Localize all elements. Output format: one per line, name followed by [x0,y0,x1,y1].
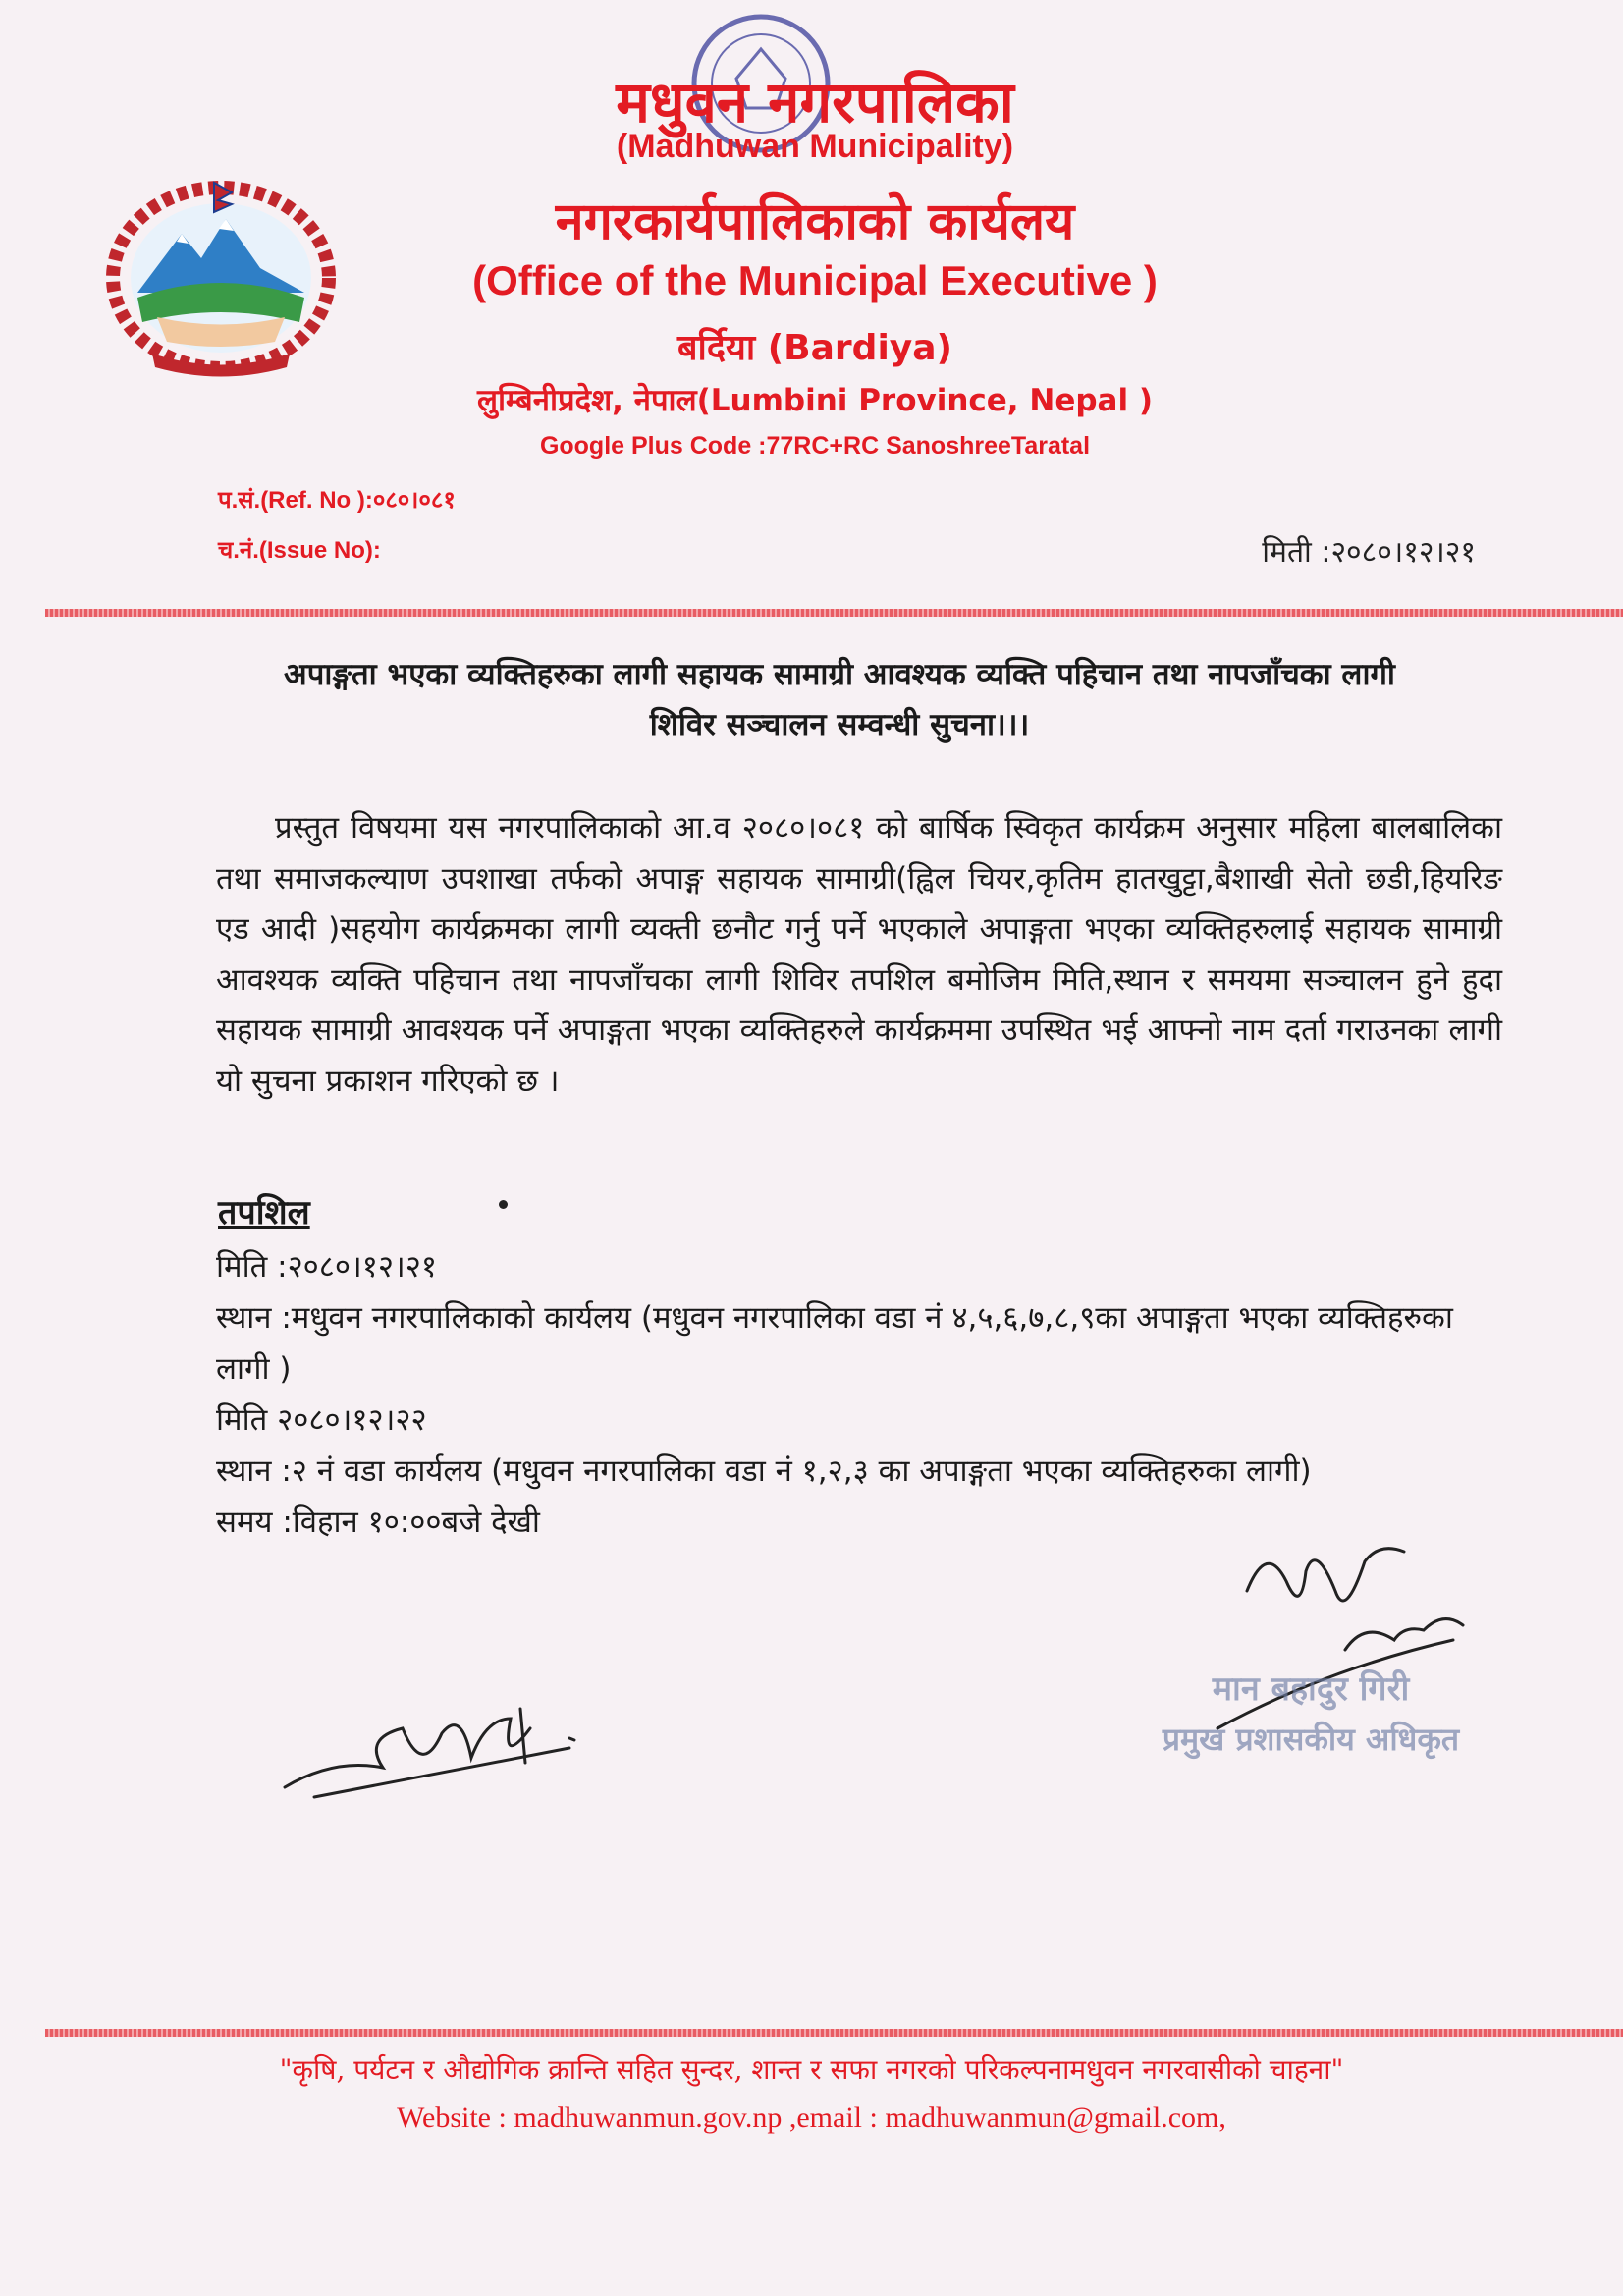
municipality-name-nepali: मधुवन नगरपालिका [616,69,1014,136]
footer-contact: Website : madhuwanmun.gov.np ,email : madhuwanmun@gmail.com, [397,2102,1226,2134]
schedule-place-1: स्थान :मधुवन नगरपालिकाको कार्यलय (मधुवन नगरपालिका वडा नं ४,५,६,७,८,९का अपाङ्गता भएका व्यक्तिहरुका लागी ) [216,1300,1453,1387]
official-name: मान बहादुर गिरी [1212,1669,1410,1709]
schedule-place-2: स्थान :२ नं वडा कार्यलय (मधुवन नगरपालिका वडा नं १,२,३ का अपाङ्गता भएका व्यक्तिहरुका लागी) [216,1453,1312,1489]
bullet-dot [499,1200,508,1209]
subject-line-1: अपाङ्गता भएका व्यक्तिहरुका लागी सहायक सामाग्री आवश्यक व्यक्ति पहिचान तथा नापजाँचका लागी [284,657,1395,692]
schedule-date-1: मिति :२०८०।१२।२१ [216,1249,438,1285]
left-signature [275,1689,589,1817]
footer-divider [45,2029,1623,2037]
office-name-english: (Office of the Municipal Executive ) [472,257,1158,303]
header-divider [45,609,1623,617]
official-name-stamp [1105,1665,1517,1760]
nepal-emblem-icon [98,175,344,381]
schedule-date-2: मिति २०८०।१२।२२ [216,1402,427,1438]
reference-number: प.सं.(Ref. No ):०८०।०८१ [218,487,456,514]
schedule-heading: तपशिल [218,1193,310,1232]
footer-motto: "कृषि, पर्यटन र औद्योगिक क्रान्ति सहित सुन्दर, शान्त र सफा नगरको परिकल्पनामधुवन नगरवासीको चाहना" [279,2053,1344,2086]
notice-body: प्रस्तुत विषयमा यस नगरपालिकाको आ.व २०८०।०८१ को बार्षिक स्विकृत कार्यक्रम अनुसार महिला बालबालिका तथा समाजकल्याण उपशाखा तर्फको अपाङ्ग सहायक सामाग्री(ह्विल चियर,कृतिम हातखुट्टा,बैशाखी सेतो छडी,हियरिङ एड आदी )सहयोग कार्यक्रमका लागी व्यक्ती छनौट गर्नु पर्ने भएकाले अपाङ्गता भएका व्यक्तिहरुलाई सहायक सामाग्री आवश्यक व्यक्ति पहिचान तथा नापजाँचका लागी शिविर तपशिल बमोजिम मिति,स्थान र समयमा सञ्चालन हुने हुदा सहायक सामाग्री आवश्यक पर्ने अपाङ्गता भएका व्यक्तिहरुले कार्यक्रममा उपस्थित भई आफ्नो नाम दर्ता गराउनका लागी यो सुचना प्रकाशन गरिएको छ । [216,810,1502,1099]
notice-subject [196,650,1483,750]
issue-number: च.नं.(Issue No): [218,537,381,564]
province-name: लुम्बिनीप्रदेश, नेपाल(Lumbini Province, Nepal ) [476,383,1154,418]
subject-line-2: शिविर सञ्चालन सम्वन्धी सुचना।।। [649,707,1030,743]
office-name-nepali: नगरकार्यपालिकाको कार्यलय [555,192,1075,251]
official-title: प्रमुख प्रशासकीय अधिकृत [1162,1721,1460,1758]
schedule-details [216,1241,1502,1548]
plus-code: Google Plus Code :77RC+RC SanoshreeTaratal [539,432,1091,460]
document-date: मिती :२०८०।१२।२१ [1262,535,1476,570]
district-name: बर्दिया (Bardiya) [677,328,952,368]
schedule-time: समय :विहान १०:००बजे देखी [216,1504,540,1540]
municipality-name-english: (Madhuwan Municipality) [616,128,1014,165]
